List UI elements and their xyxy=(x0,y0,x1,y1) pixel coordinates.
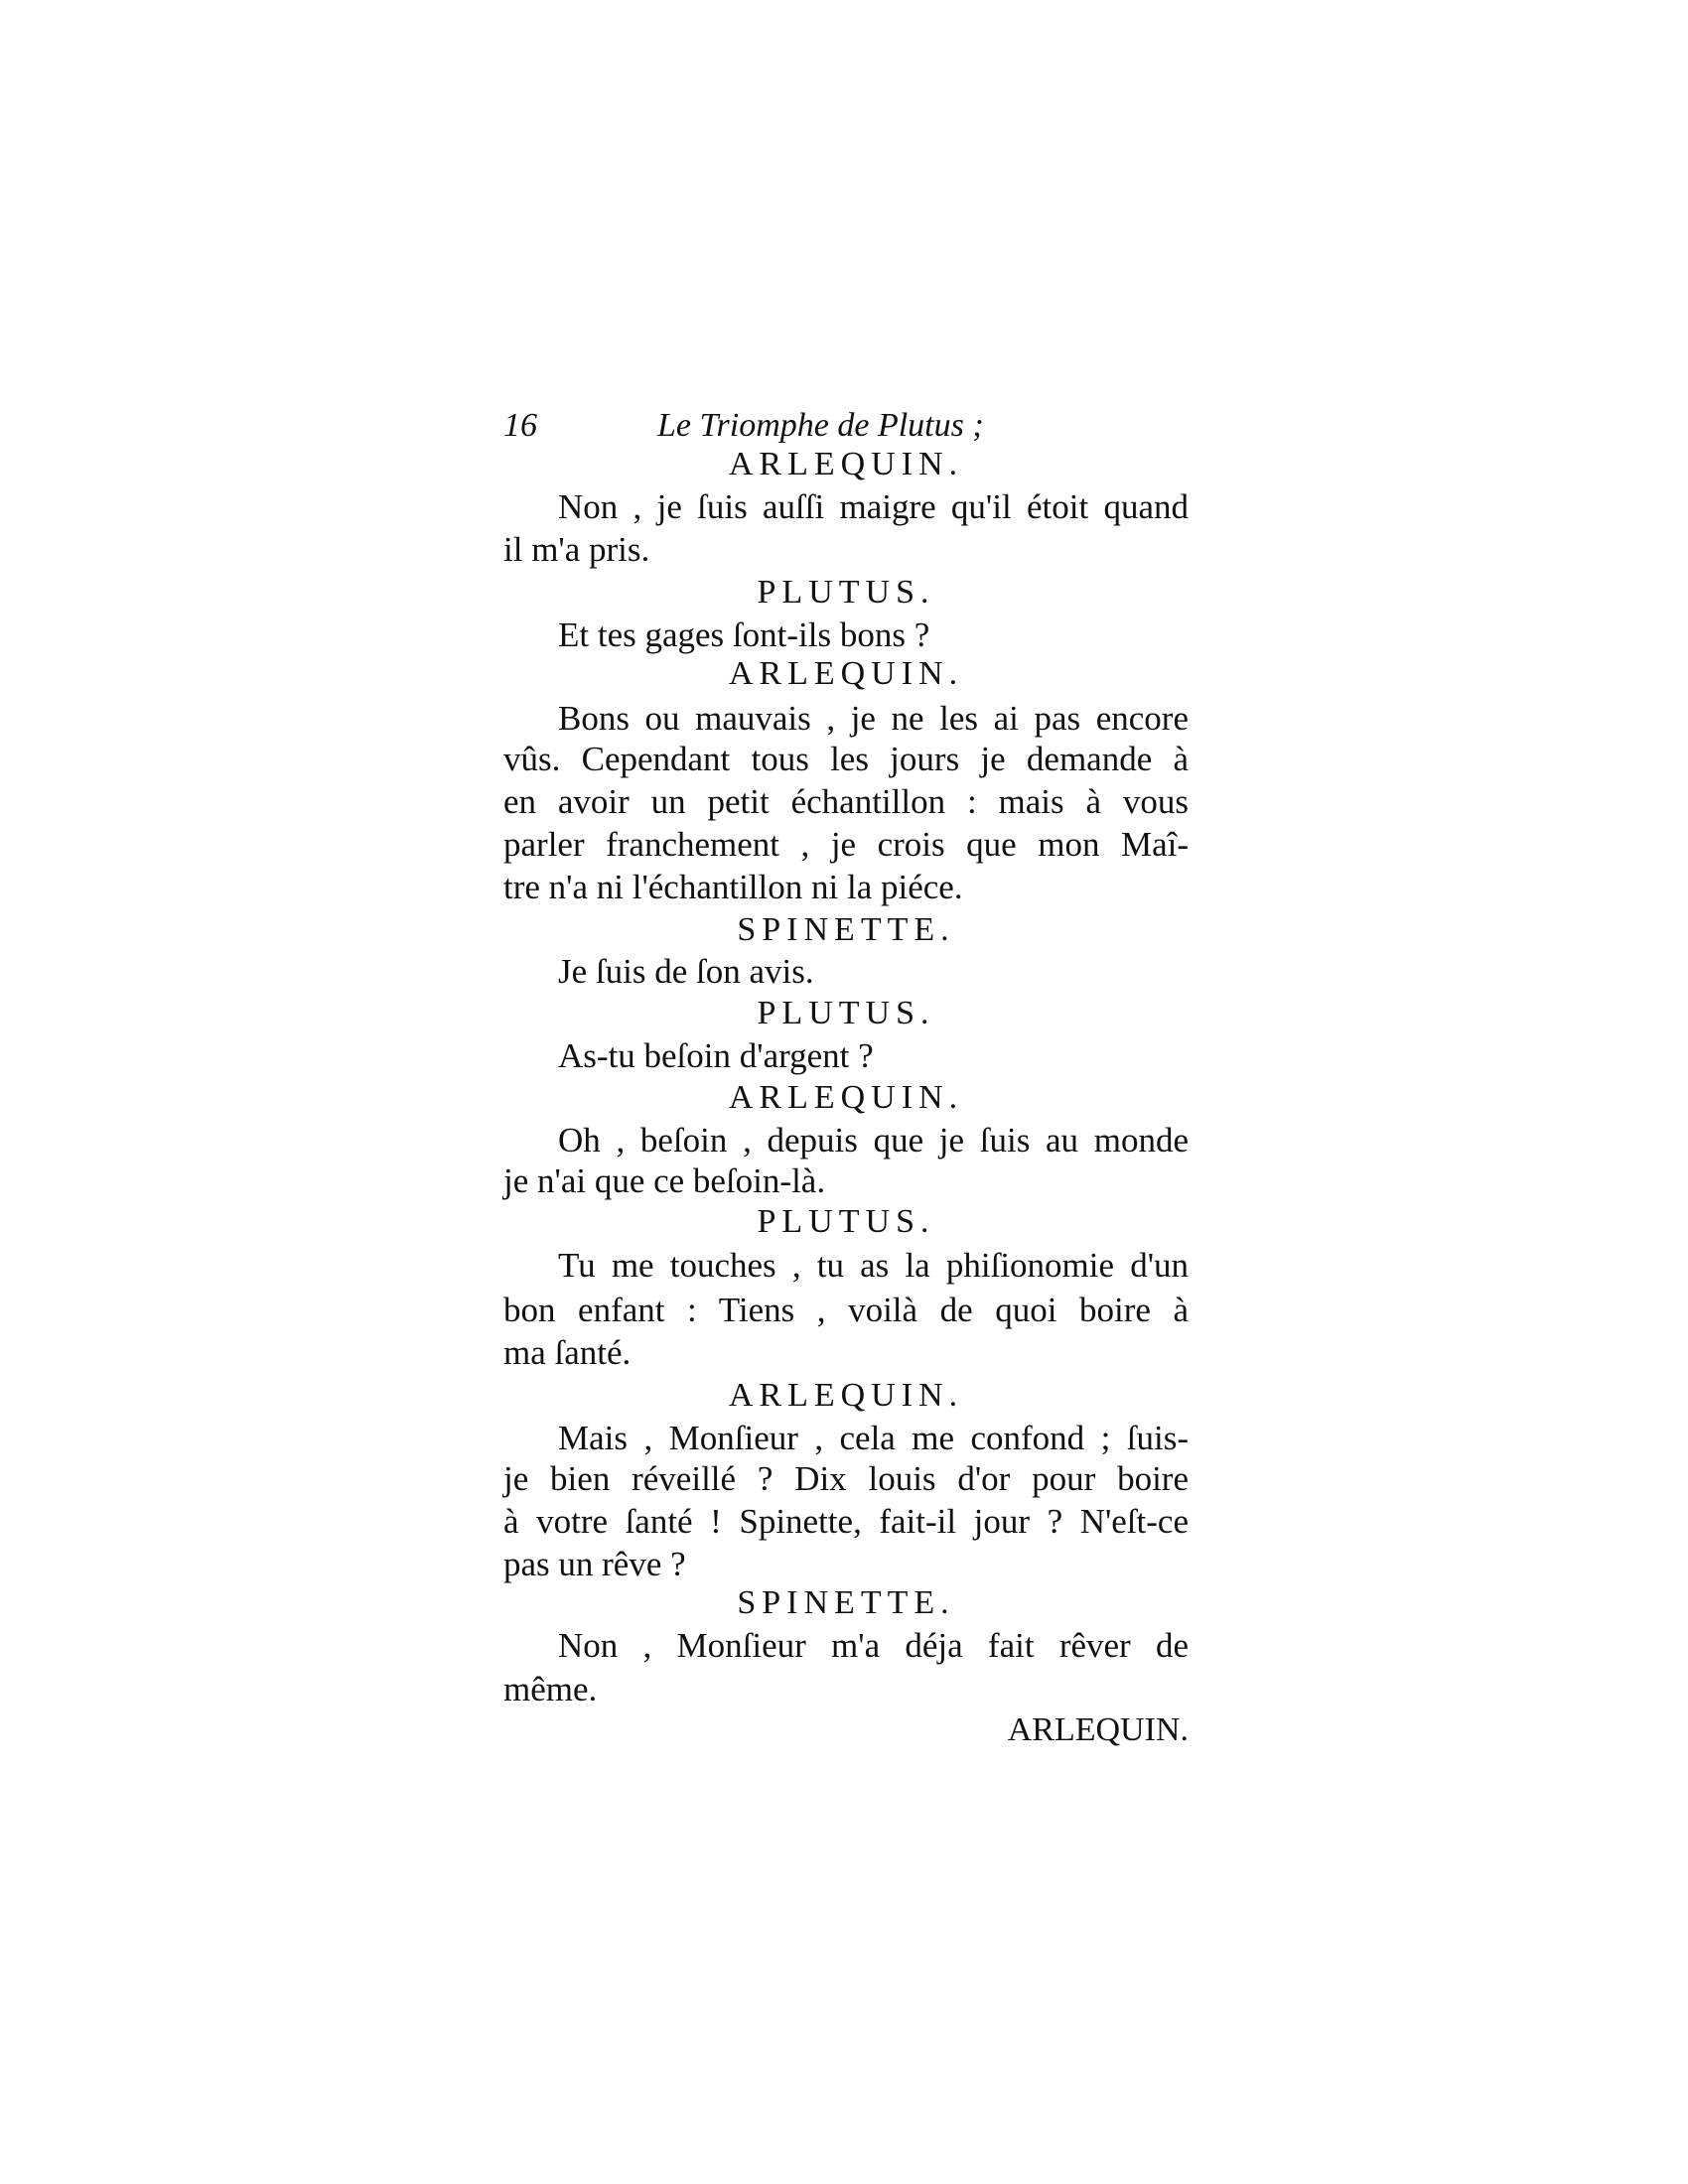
text-line: je bien réveillé ? Dix louis d'or pour boire xyxy=(503,1459,1189,1498)
running-title: Le Triomphe de Plutus ; xyxy=(657,407,984,444)
text-line: Non , je ſuis auſſi maigre qu'il étoit quand xyxy=(558,487,1189,526)
text-line: il m'a pris. xyxy=(503,530,650,569)
text-line: Mais , Monſieur , cela me confond ; ſuis- xyxy=(558,1419,1189,1457)
speaker-name: ARLEQUIN. xyxy=(728,446,964,482)
text-line: pas un rêve ? xyxy=(503,1545,686,1583)
speaker-name: ARLEQUIN. xyxy=(728,655,964,692)
text-line: Tu me touches , tu as la phiſionomie d'un xyxy=(558,1246,1189,1285)
text-line: As-tu beſoin d'argent ? xyxy=(558,1036,874,1075)
text-line: parler franchement , je crois que mon Maî- xyxy=(503,825,1189,864)
catchword: ARLEQUIN. xyxy=(1007,1711,1189,1748)
text-line: tre n'a ni l'échantillon ni la piéce. xyxy=(503,868,963,906)
text-line: Non , Monſieur m'a déja fait rêver de xyxy=(558,1626,1189,1665)
text-line: en avoir un petit échantillon : mais à vous xyxy=(503,782,1189,821)
text-line: bon enfant : Tiens , voilà de quoi boire à xyxy=(503,1291,1189,1329)
speaker-name: PLUTUS. xyxy=(757,995,935,1031)
speaker-name: ARLEQUIN. xyxy=(728,1377,964,1414)
speaker-name: SPINETTE. xyxy=(737,911,955,948)
text-line: Oh , beſoin , depuis que je ſuis au monde xyxy=(558,1121,1189,1160)
text-line: ma ſanté. xyxy=(503,1333,632,1372)
text-line: Je ſuis de ſon avis. xyxy=(558,952,814,991)
speaker-name: ARLEQUIN. xyxy=(728,1079,964,1116)
text-line: à votre ſanté ! Spinette, fait-il jour ? N'eſt-ce xyxy=(503,1502,1189,1541)
text-line: Bons ou mauvais , je ne les ai pas encore xyxy=(558,699,1189,738)
text-line: même. xyxy=(503,1670,598,1708)
text-line: Et tes gages ſont-ils bons ? xyxy=(558,615,930,654)
speaker-name: PLUTUS. xyxy=(757,574,935,611)
speaker-name: PLUTUS. xyxy=(757,1203,935,1240)
speaker-name: SPINETTE. xyxy=(737,1584,955,1621)
text-line: je n'ai que ce beſoin-là. xyxy=(503,1161,826,1200)
text-line: vûs. Cependant tous les jours je demande à xyxy=(503,740,1189,778)
page-number: 16 xyxy=(503,407,537,444)
